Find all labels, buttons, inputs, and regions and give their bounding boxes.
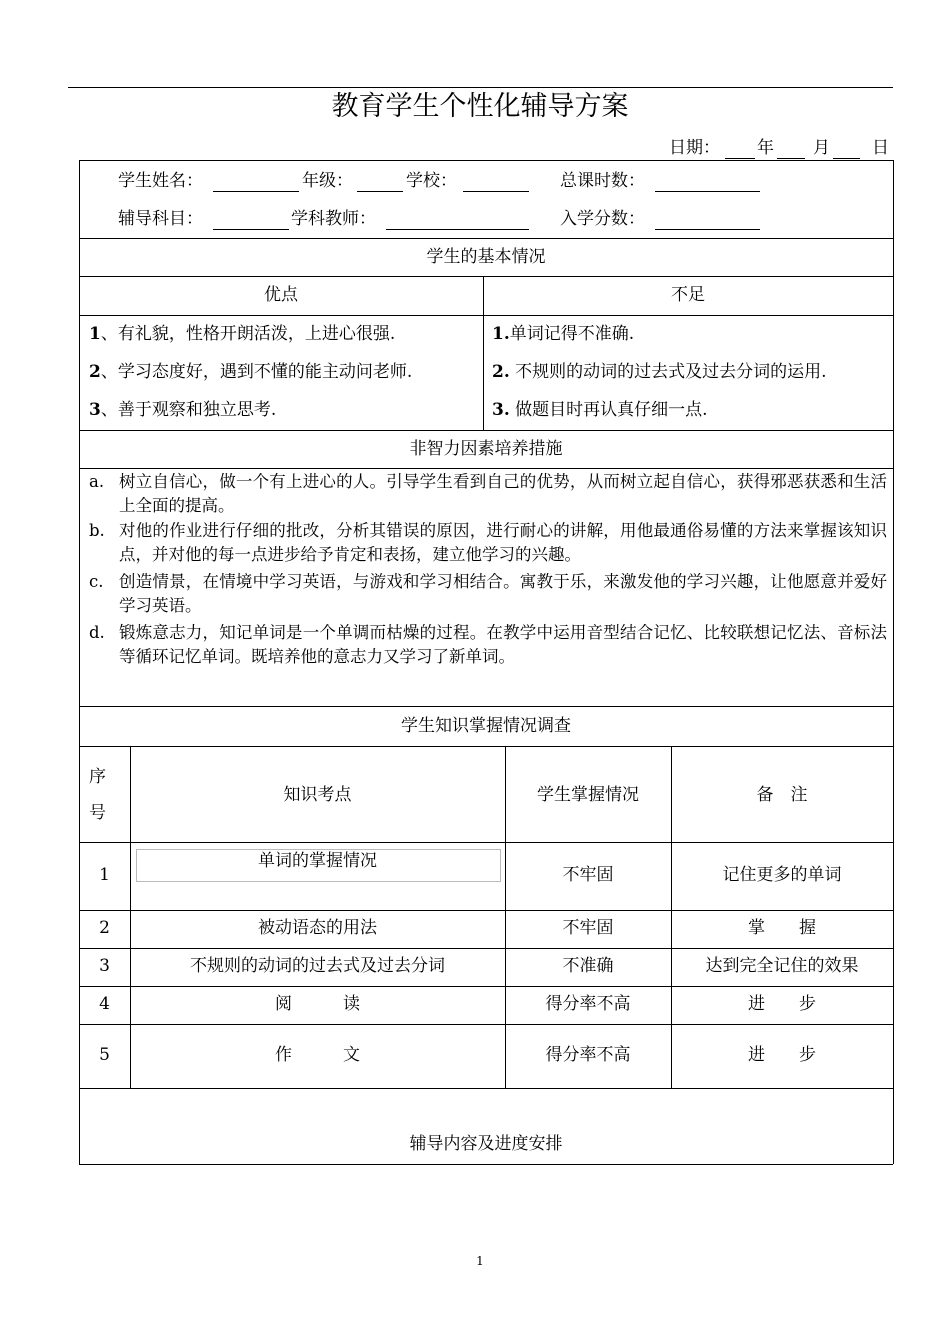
grade-label: 年级： <box>302 171 353 191</box>
basic-heading: 学生的基本情况 <box>426 247 546 267</box>
measure-item: b. 对他的作业进行仔细的批改，分析其错误的原因，进行耐心的讲解，用他最通俗易懂的方法来掌握该知识点，并对他的每一点进步给予肯定和表扬，建立他学习的兴趣。 <box>89 521 887 564</box>
row-point: 被动语态的用法 <box>258 918 377 938</box>
date-year: 年 <box>757 138 774 158</box>
row-mastery: 得分率不高 <box>545 994 631 1014</box>
score-label: 入学分数： <box>560 209 645 229</box>
score-field[interactable] <box>655 229 760 230</box>
col-no-line2: 号 <box>89 803 106 823</box>
weakness-item: 1.单词记得不准确. <box>492 324 635 344</box>
row-point: 不规则的动词的过去式及过去分词 <box>190 956 445 976</box>
year-blank[interactable] <box>725 158 755 159</box>
col-mastery: 学生掌握情况 <box>537 785 639 805</box>
row-remark: 达到完全记住的效果 <box>705 956 859 976</box>
row-mastery: 不牢固 <box>562 918 614 938</box>
subject-label: 辅导科目： <box>118 209 203 229</box>
row-point: 作 文 <box>275 1045 360 1065</box>
teacher-field[interactable] <box>386 229 529 230</box>
grade-field[interactable] <box>357 191 403 192</box>
weakness-item: 2. 不规则的动词的过去式及过去分词的运用. <box>492 362 827 382</box>
table-right-border <box>893 160 894 1164</box>
row-remark: 进 步 <box>748 994 816 1014</box>
name-field[interactable] <box>213 191 299 192</box>
school-label: 学校： <box>406 171 457 191</box>
measure-item: a. 树立自信心，做一个有上进心的人。引导学生看到自己的优势，从而树立起自信心，获得邪恶获悉和生活上全面的提高。 <box>89 472 887 515</box>
col-remark: 备 注 <box>756 785 808 805</box>
page-number: 1 <box>476 1254 484 1268</box>
day-blank[interactable] <box>833 158 860 159</box>
col-point: 知识考点 <box>283 785 352 805</box>
subject-field[interactable] <box>213 229 289 230</box>
weakness-item: 3. 做题目时再认真仔细一点. <box>492 400 708 420</box>
row-no: 4 <box>99 994 110 1014</box>
page-title: 教育学生个性化辅导方案 <box>331 91 629 122</box>
measure-item: c. 创造情景，在情境中学习英语，与游戏和学习相结合。寓教于乐，来激发他的学习兴趣，让他愿意并爱好学习英语。 <box>89 572 887 615</box>
row-no: 2 <box>99 918 110 938</box>
row-no: 5 <box>99 1045 110 1065</box>
teacher-label: 学科教师： <box>291 209 376 229</box>
strength-item: 1、有礼貌，性格开朗活泼，上进心很强. <box>89 324 396 344</box>
row-remark: 掌 握 <box>748 918 816 938</box>
schedule-heading: 辅导内容及进度安排 <box>409 1134 563 1154</box>
date-label: 日期： <box>669 138 720 158</box>
col-no-line1: 序 <box>89 767 106 787</box>
weaknesses-header: 不足 <box>671 285 705 305</box>
date-month: 月 <box>813 138 830 158</box>
measures-heading: 非智力因素培养措施 <box>409 439 563 459</box>
row-no: 3 <box>99 956 110 976</box>
strengths-header: 优点 <box>264 285 298 305</box>
measure-item: d. 锻炼意志力，知记单词是一个单调而枯燥的过程。在教学中运用音型结合记忆、比较联想记忆法、音标法等循环记忆单词。既培养他的意志力又学习了新单词。 <box>89 623 887 666</box>
strength-item: 3、善于观察和独立思考. <box>89 400 277 420</box>
hours-label: 总课时数： <box>560 171 645 191</box>
date-day: 日 <box>872 138 889 158</box>
row-remark: 进 步 <box>748 1045 816 1065</box>
row-remark: 记住更多的单词 <box>722 865 842 885</box>
survey-heading: 学生知识掌握情况调查 <box>401 716 571 736</box>
row-mastery: 不准确 <box>562 956 614 976</box>
top-rule <box>68 87 893 88</box>
school-field[interactable] <box>463 191 529 192</box>
hours-field[interactable] <box>655 191 760 192</box>
row-point: 单词的掌握情况 <box>258 851 377 871</box>
row-mastery: 得分率不高 <box>545 1045 631 1065</box>
row-mastery: 不牢固 <box>562 865 614 885</box>
strength-item: 2、学习态度好，遇到不懂的能主动问老师. <box>89 362 413 382</box>
name-label: 学生姓名： <box>118 171 203 191</box>
row-point: 阅 读 <box>275 994 360 1014</box>
month-blank[interactable] <box>777 158 805 159</box>
row-no: 1 <box>99 865 110 885</box>
